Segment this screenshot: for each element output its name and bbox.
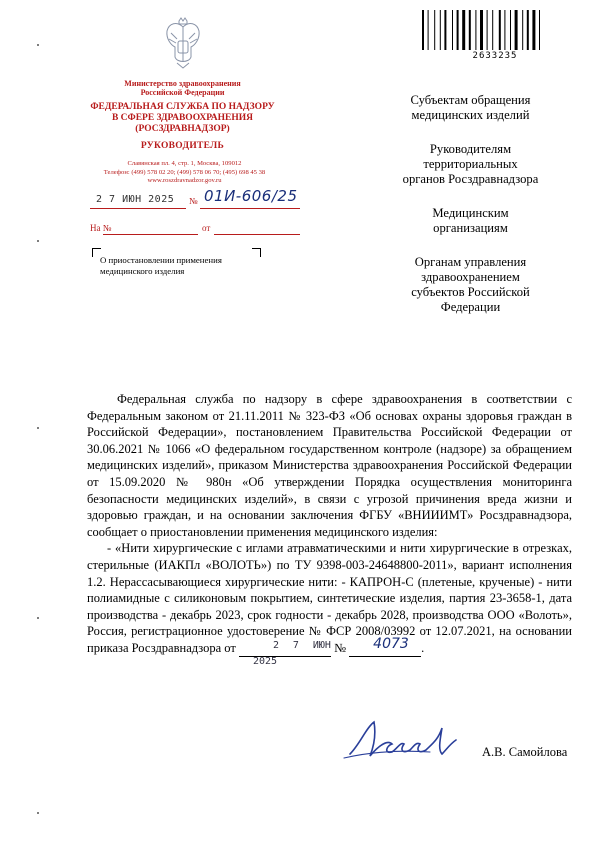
emblem-icon [163, 17, 203, 69]
barcode-bar [428, 10, 429, 50]
barcode-bar [475, 10, 476, 50]
barcode-bar [422, 10, 424, 50]
barcode-bar [487, 10, 488, 50]
order-number-field: 4073 [349, 644, 421, 657]
barcode-bar [504, 10, 505, 50]
barcode-bar [527, 10, 529, 50]
barcode-bar [462, 10, 465, 50]
barcode-bar [499, 10, 501, 50]
body-paragraph: Федеральная служба по надзору в сфере здравоохранения в соответствии с Федеральным законом от 21.11.2011 № 323-ФЗ «Об основах охраны здоровья граждан в Российской Федерации», постановлением Правительства Российской Федерации от 30.06.2021 № 1066 «О федеральном государственном контроле (надзоре) за обращением медицинских изделий», приказом Министерства здравоохранения Российской Федерации от 15.09.2020 № 980н «Об утверждении Порядка осуществления мониторинга безопасности медицинских изделий», в связи с угрозой причинения вреда жизни и здоровью граждан, и на основании заключения ФГБУ «ВНИИИМТ» Росздравнадзора, сообщает о приостановлении применения медицинского изделия: [87, 392, 572, 539]
barcode-bar [492, 10, 493, 50]
outgoing-number: 01И-606/25 [204, 187, 298, 205]
margin-dot [37, 427, 39, 429]
handwritten-signature [330, 714, 480, 764]
barcode-bar [469, 10, 471, 50]
date-stamp: 2 7 ИЮН 2025 [96, 194, 175, 205]
barcode [420, 10, 570, 50]
barcode-bar [434, 10, 435, 50]
recipient: Медицинским организациям [432, 206, 509, 235]
order-number-sign: № [334, 640, 347, 655]
signatory-name: А.В. Самойлова [482, 745, 568, 759]
barcode-bar [539, 10, 540, 50]
barcode-bar [510, 10, 511, 50]
barcode-bar [457, 10, 459, 50]
margin-dot [37, 617, 39, 619]
barcode-bar [532, 10, 535, 50]
barcode-bar [522, 10, 523, 50]
margin-dot [37, 812, 39, 814]
barcode-bar [515, 10, 518, 50]
service-name: ФЕДЕРАЛЬНАЯ СЛУЖБА ПО НАДЗОРУ В СФЕРЕ ЗДРАВООХРАНЕНИЯ (РОСЗДРАВНАДЗОР) [90, 102, 275, 134]
letter-body [87, 391, 572, 668]
margin-dot [37, 44, 39, 46]
number-sign: № [189, 196, 198, 206]
address-block: Славянская пл. 4, стр. 1, Москва, 109012 Телефон: (499) 578 02 20; (499) 578 06 70; (495) 698 45 38 www.roszdravnadzor.gov.ru [103, 160, 266, 185]
recipient: Органам управления здравоохранением субъектов Российской Федерации [411, 255, 530, 314]
recipients [368, 93, 573, 334]
recipient: Субъектам обращения медицинских изделий [410, 93, 531, 122]
barcode-bar [444, 10, 446, 50]
body-paragraph-item: - «Нити хирургические с иглами атравматическими и нити хирургические в отрезках, стерильные (ИАКПл «ВОЛОТЬ») по ТУ 9398-003-24648800-2011», вариант исполнения 1.2. Нерассасывающиеся хирургические нити: - КАПРОН-С (плетеные, крученые) - нити полиамидные с силиконовым покрытием, синтетические изделия, партия 23-3658-1, дата производства - декабрь 2023, срок годности - декабрь 2028, производства ООО «Волоть», Россия, регистрационное удостоверение № ФСР 2008/03992 от 12.07.2021, на основании приказа Росздравнадзора от 2 7 ИЮН 2025 № 4073 . [87, 541, 572, 668]
ministry-name: Министерство здравоохранения Российской Федерации [124, 79, 241, 97]
recipient: Руководителям территориальных органов Росздравнадзора [402, 142, 539, 186]
reply-to-label: На № [90, 223, 112, 233]
margin-dot [37, 240, 39, 242]
barcode-bar [452, 10, 453, 50]
from-label: от [202, 223, 211, 233]
head-title: РУКОВОДИТЕЛЬ [140, 141, 225, 151]
reply-to-line [103, 222, 198, 235]
barcode-bar [480, 10, 483, 50]
barcode-bar [440, 10, 441, 50]
order-date-field: 2 7 ИЮН 2025 [239, 644, 331, 657]
subject: О приостановлении применения медицинского изделия [100, 255, 222, 276]
barcode-number: 2633235 [472, 51, 518, 61]
from-line [214, 222, 300, 235]
